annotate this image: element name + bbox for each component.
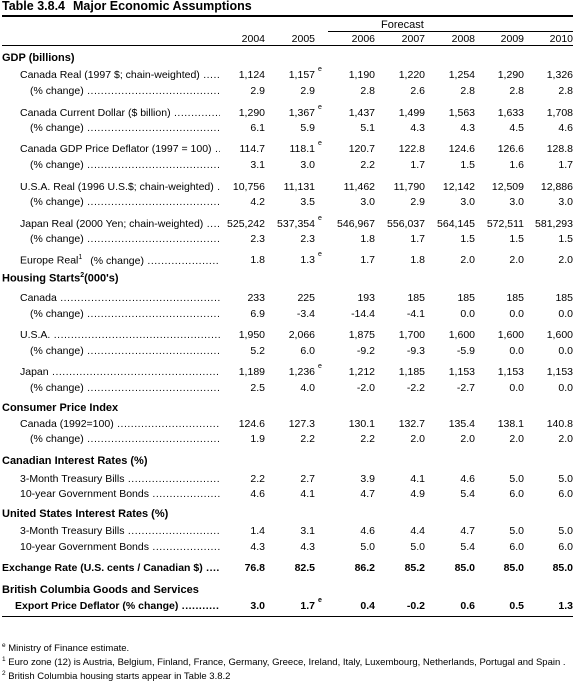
forecast-rule (328, 31, 573, 32)
estimate-marker: e (318, 140, 322, 147)
value-cell: 1,254 (448, 69, 475, 81)
value-cell: 0.4 (360, 600, 375, 612)
row-label (20, 143, 220, 155)
value-cell: 2.0 (558, 433, 573, 445)
value-cell: 5.0 (509, 525, 524, 537)
value-cell: 1,153 (448, 366, 475, 378)
table-row (0, 251, 575, 268)
footnote-ref: 2 (80, 272, 85, 279)
value-cell: 4.6 (460, 473, 475, 485)
value-cell: -5.9 (456, 345, 475, 357)
row-label (15, 600, 220, 612)
value-cell: 0.6 (460, 600, 475, 612)
value-cell: 2.0 (410, 433, 425, 445)
value-cell: 6.1 (250, 122, 265, 134)
row-label (20, 329, 220, 341)
section-us-rates: United States Interest Rates (%) (2, 508, 169, 520)
value-cell: 0.0 (509, 308, 524, 320)
value-cell: 2.0 (509, 254, 524, 266)
row-label-text: (% change) (30, 382, 84, 394)
value-cell: -3.4 (296, 308, 315, 320)
value-cell: 556,037 (387, 218, 425, 230)
row-label-text: 3-Month Treasury Bills (20, 525, 125, 537)
table-row (0, 525, 575, 539)
row-label-text: Canada Real (1997 $; chain-weighted) (20, 69, 200, 81)
row-label (20, 366, 220, 378)
value-cell: 0.0 (558, 308, 573, 320)
value-cell: 3.5 (300, 196, 315, 208)
footnote-text: Ministry of Finance estimate. (5, 643, 130, 655)
value-cell: 12,886 (540, 181, 573, 193)
value-cell: 1,875 (348, 329, 375, 341)
row-label (30, 122, 220, 134)
footnote-mark: 1 (2, 656, 6, 663)
value-cell: 4.7 (460, 525, 475, 537)
value-cell: 6.0 (509, 488, 524, 500)
table-row (0, 159, 575, 173)
value-cell: 2.2 (360, 433, 375, 445)
value-cell: 185 (506, 292, 524, 304)
value-cell: 3.0 (360, 196, 375, 208)
value-cell: 0.0 (558, 382, 573, 394)
row-label-text: Canada (1992=100) (20, 418, 114, 430)
section-gdp: GDP (billions) (2, 52, 75, 64)
estimate-marker: e (318, 104, 322, 111)
value-cell: 1.8 (250, 254, 265, 266)
table-row (0, 488, 575, 502)
value-cell: 2.3 (250, 233, 265, 245)
value-cell: 225 (297, 292, 315, 304)
section-cdn-rates: Canadian Interest Rates (%) (2, 455, 148, 467)
value-cell: 2.8 (360, 85, 375, 97)
row-label-text: (% change) (30, 196, 84, 208)
header-rule (2, 45, 573, 46)
value-cell: 138.1 (497, 418, 524, 430)
value-cell: 2.3 (300, 233, 315, 245)
row-label-text: (% change) (30, 85, 84, 97)
value-cell: 124.6 (448, 143, 475, 155)
table-row (0, 66, 575, 83)
value-cell: 1,290 (238, 107, 265, 119)
table-row (0, 233, 575, 247)
value-cell: 1,367 (288, 107, 315, 119)
value-cell: 2.0 (509, 433, 524, 445)
section-housing (2, 272, 119, 285)
value-cell: 4.2 (250, 196, 265, 208)
table-row (0, 181, 575, 195)
row-label (20, 218, 220, 230)
row-label-text: Japan Real (2000 Yen; chain-weighted) (20, 218, 204, 230)
footnote-text: British Columbia housing starts appear in Table 3.8.2 (5, 671, 231, 683)
footnote-mark: e (2, 642, 6, 649)
table-row (0, 473, 575, 487)
value-cell: 85.0 (552, 562, 573, 574)
value-cell: 5.9 (300, 122, 315, 134)
value-cell: 537,354 (277, 218, 315, 230)
row-label-text: (% change) (30, 345, 84, 357)
table-row (0, 541, 575, 555)
value-cell: 1,600 (448, 329, 475, 341)
value-cell: 1,153 (546, 366, 573, 378)
value-cell: 1.5 (509, 233, 524, 245)
estimate-marker: e (318, 251, 322, 258)
row-label (20, 254, 220, 267)
value-cell: 1,190 (348, 69, 375, 81)
value-cell: 5.0 (360, 541, 375, 553)
value-cell: 185 (407, 292, 425, 304)
footnote (2, 670, 230, 682)
table-row (0, 104, 575, 121)
row-label (30, 233, 220, 245)
row-label-text: Canada (20, 292, 57, 304)
value-cell: 5.0 (509, 473, 524, 485)
year-header: 2010 (549, 33, 573, 45)
table-row (0, 562, 575, 576)
year-header: 2008 (451, 33, 475, 45)
value-cell: 4.3 (460, 122, 475, 134)
value-cell: 2.0 (460, 433, 475, 445)
table-row (0, 345, 575, 359)
value-cell: 564,145 (437, 218, 475, 230)
value-cell: 1,437 (348, 107, 375, 119)
value-cell: 128.8 (546, 143, 573, 155)
value-cell: 1,157 (288, 69, 315, 81)
value-cell: 1.5 (460, 233, 475, 245)
value-cell: 1.7 (410, 233, 425, 245)
value-cell: 4.7 (360, 488, 375, 500)
value-cell: 2.8 (558, 85, 573, 97)
value-cell: 5.0 (410, 541, 425, 553)
table-row (0, 433, 575, 447)
value-cell: 5.4 (460, 541, 475, 553)
value-cell: 233 (247, 292, 265, 304)
value-cell: 85.0 (503, 562, 524, 574)
table-number: Table 3.8.4 (2, 0, 65, 13)
row-label (30, 159, 220, 171)
value-cell: 2.5 (250, 382, 265, 394)
value-cell: 3.1 (250, 159, 265, 171)
row-label-text: Canada Current Dollar ($ billion) (20, 107, 171, 119)
value-cell: 4.9 (410, 488, 425, 500)
value-cell: 1.8 (360, 233, 375, 245)
value-cell: 5.2 (250, 345, 265, 357)
value-cell: 1.3 (558, 600, 573, 612)
value-cell: 2.0 (460, 254, 475, 266)
value-cell: 130.1 (348, 418, 375, 430)
section-housing-text: Housing Starts (2, 272, 81, 285)
table-row (0, 85, 575, 99)
value-cell: 2.9 (410, 196, 425, 208)
row-label-text: (% change) (30, 433, 84, 445)
row-label-text: (% change) (30, 308, 84, 320)
row-label (30, 85, 220, 97)
value-cell: 4.3 (250, 541, 265, 553)
value-cell: 1,950 (238, 329, 265, 341)
value-cell: 572,511 (486, 218, 524, 230)
value-cell: 5.0 (558, 525, 573, 537)
value-cell: 1.8 (410, 254, 425, 266)
value-cell: 4.0 (300, 382, 315, 394)
footnote-mark: 2 (2, 670, 6, 677)
value-cell: 1.7 (360, 254, 375, 266)
value-cell: 118.1 (289, 143, 315, 155)
value-cell: 4.4 (410, 525, 425, 537)
value-cell: 4.6 (250, 488, 265, 500)
row-label (20, 292, 220, 304)
row-label (20, 525, 220, 537)
value-cell: -14.4 (351, 308, 375, 320)
value-cell: -2.2 (406, 382, 425, 394)
footnote (2, 642, 129, 654)
value-cell: 85.0 (454, 562, 475, 574)
row-label-text: U.S.A. (20, 329, 51, 341)
value-cell: 2.8 (460, 85, 475, 97)
row-label (20, 107, 220, 119)
value-cell: 114.7 (239, 143, 265, 155)
value-cell: 4.3 (410, 122, 425, 134)
value-cell: 11,462 (343, 181, 375, 193)
value-cell: 1.4 (250, 525, 265, 537)
value-cell: 4.3 (300, 541, 315, 553)
row-label (30, 433, 220, 445)
table-row (0, 329, 575, 343)
value-cell: 3.9 (360, 473, 375, 485)
table-row (0, 215, 575, 232)
forecast-label: Forecast (381, 19, 424, 31)
value-cell: 1,290 (497, 69, 524, 81)
row-label (30, 196, 220, 208)
value-cell: 3.0 (558, 196, 573, 208)
value-cell: 2.7 (300, 473, 315, 485)
row-label-text: Exchange Rate (U.S. cents / Canadian $) (2, 562, 203, 574)
value-cell: 3.0 (250, 600, 265, 612)
year-header: 2004 (241, 33, 265, 45)
value-cell: 4.6 (360, 525, 375, 537)
value-cell: 12,509 (491, 181, 524, 193)
value-cell: 0.5 (509, 600, 524, 612)
section-housing-tail: (000's) (84, 272, 119, 285)
value-cell: 1,563 (448, 107, 475, 119)
table-row (0, 597, 575, 614)
value-cell: 122.8 (398, 143, 425, 155)
value-cell: 5.4 (460, 488, 475, 500)
value-cell: 1.7 (558, 159, 573, 171)
footnote-ref: 1 (78, 254, 83, 261)
value-cell: 1,633 (497, 107, 524, 119)
row-label-text: Canada GDP Price Deflator (1997 = 100) (20, 143, 212, 155)
value-cell: 1.9 (250, 433, 265, 445)
value-cell: 1,212 (348, 366, 375, 378)
table-row (0, 292, 575, 306)
value-cell: 12,142 (442, 181, 475, 193)
value-cell: 193 (357, 292, 375, 304)
row-label (20, 473, 220, 485)
row-label (2, 562, 220, 574)
value-cell: 185 (457, 292, 475, 304)
year-header: 2006 (351, 33, 375, 45)
footnote-text: Euro zone (12) is Austria, Belgium, Finland, France, Germany, Greece, Ireland, Italy, Luxembourg, Netherlands, Portugal and Spain . (5, 657, 566, 669)
value-cell: 4.5 (509, 122, 524, 134)
value-cell: 2.8 (509, 85, 524, 97)
value-cell: 5.0 (558, 473, 573, 485)
table-row (0, 308, 575, 322)
row-label-text: Europe Real (20, 254, 79, 267)
row-label-text: U.S.A. Real (1996 U.S.$; chain-weighted) (20, 181, 214, 193)
value-cell: 2.2 (300, 433, 315, 445)
estimate-marker: e (318, 215, 322, 222)
row-label (20, 181, 220, 193)
title-rule (2, 15, 573, 17)
table-title-text: Major Economic Assumptions (73, 0, 252, 13)
value-cell: 1,700 (398, 329, 425, 341)
value-cell: -9.2 (356, 345, 375, 357)
value-cell: 1,499 (398, 107, 425, 119)
value-cell: 11,131 (283, 181, 315, 193)
table-row (0, 382, 575, 396)
value-cell: 0.0 (509, 382, 524, 394)
value-cell: 2.6 (410, 85, 425, 97)
value-cell: 127.3 (288, 418, 315, 430)
row-label (20, 541, 220, 553)
value-cell: -2.7 (456, 382, 475, 394)
value-cell: 1.7 (300, 600, 315, 612)
estimate-marker: e (318, 363, 322, 370)
value-cell: 4.1 (410, 473, 425, 485)
value-cell: 135.4 (448, 418, 475, 430)
value-cell: 1.6 (509, 159, 524, 171)
value-cell: 1,220 (398, 69, 425, 81)
value-cell: 82.5 (294, 562, 315, 574)
value-cell: 1,189 (238, 366, 265, 378)
row-label-text: 10-year Government Bonds (20, 488, 149, 500)
section-cpi: Consumer Price Index (2, 402, 119, 414)
value-cell: 85.2 (404, 562, 425, 574)
table-row (0, 363, 575, 380)
value-cell: 3.1 (300, 525, 315, 537)
table-title (2, 0, 252, 13)
value-cell: 1,600 (497, 329, 524, 341)
value-cell: 76.8 (244, 562, 265, 574)
value-cell: 2.0 (558, 254, 573, 266)
value-cell: 3.0 (300, 159, 315, 171)
value-cell: 2.9 (250, 85, 265, 97)
year-header: 2005 (291, 33, 315, 45)
row-label (20, 69, 220, 81)
value-cell: 1.5 (460, 159, 475, 171)
value-cell: 140.8 (546, 418, 573, 430)
value-cell: 546,967 (337, 218, 375, 230)
estimate-marker: e (318, 66, 322, 73)
row-label-text: (% change) (30, 122, 84, 134)
value-cell: 581,293 (535, 218, 573, 230)
value-cell: 3.0 (460, 196, 475, 208)
row-label-text: 3-Month Treasury Bills (20, 473, 125, 485)
row-label-text: (% change) (30, 159, 84, 171)
value-cell: 2,066 (288, 329, 315, 341)
table-bottom-rule (2, 616, 573, 617)
value-cell: 132.7 (398, 418, 425, 430)
table-row (0, 140, 575, 157)
value-cell: 2.2 (250, 473, 265, 485)
value-cell: 1.5 (558, 233, 573, 245)
value-cell: 1,185 (398, 366, 425, 378)
value-cell: 525,242 (227, 218, 265, 230)
row-label (20, 488, 220, 500)
value-cell: 120.7 (348, 143, 375, 155)
value-cell: -0.2 (406, 600, 425, 612)
row-label (30, 382, 220, 394)
value-cell: 2.2 (360, 159, 375, 171)
value-cell: 6.0 (509, 541, 524, 553)
value-cell: 6.0 (300, 345, 315, 357)
value-cell: 185 (555, 292, 573, 304)
value-cell: 2.9 (300, 85, 315, 97)
value-cell: 0.0 (558, 345, 573, 357)
value-cell: 3.0 (509, 196, 524, 208)
value-cell: 126.6 (497, 143, 524, 155)
value-cell: 0.0 (509, 345, 524, 357)
value-cell: 1,600 (546, 329, 573, 341)
value-cell: -2.0 (356, 382, 375, 394)
table-row (0, 418, 575, 432)
value-cell: 6.0 (558, 541, 573, 553)
value-cell: 4.6 (558, 122, 573, 134)
value-cell: 1,153 (497, 366, 524, 378)
year-header: 2009 (500, 33, 524, 45)
table-row (0, 122, 575, 136)
year-header: 2007 (401, 33, 425, 45)
value-cell: 1,236 (288, 366, 315, 378)
row-label (30, 308, 220, 320)
value-cell: 1,124 (238, 69, 265, 81)
value-cell: 124.6 (238, 418, 265, 430)
value-cell: 5.1 (360, 122, 375, 134)
value-cell: 6.9 (250, 308, 265, 320)
section-bc: British Columbia Goods and Services (2, 584, 199, 596)
value-cell: 1,708 (546, 107, 573, 119)
value-cell: 1.3 (300, 254, 315, 266)
value-cell: 11,790 (393, 181, 425, 193)
row-label (20, 418, 220, 430)
row-label-tail: (% change) (90, 254, 144, 267)
value-cell: 4.1 (300, 488, 315, 500)
estimate-marker: e (318, 597, 322, 604)
value-cell: 10,756 (232, 181, 265, 193)
value-cell: 6.0 (558, 488, 573, 500)
footnote (2, 656, 566, 668)
value-cell: 0.0 (460, 308, 475, 320)
row-label-text: 10-year Government Bonds (20, 541, 149, 553)
row-label-text: Japan (20, 366, 49, 378)
value-cell: 1,326 (546, 69, 573, 81)
value-cell: 1.7 (410, 159, 425, 171)
row-label (30, 345, 220, 357)
table-row (0, 196, 575, 210)
value-cell: -9.3 (406, 345, 425, 357)
value-cell: 86.2 (354, 562, 375, 574)
row-label-text: Export Price Deflator (% change) (15, 600, 179, 612)
row-label-text: (% change) (30, 233, 84, 245)
value-cell: -4.1 (406, 308, 425, 320)
